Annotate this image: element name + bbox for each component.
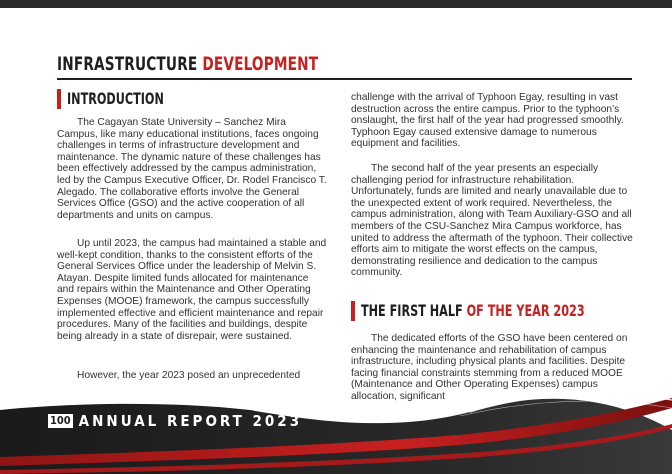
intro-paragraph-2: Up until 2023, the campus had maintained a stable and well-kept condition, thanks to the consistent efforts of the General Services Office under the leadership of Melvin S. Atayan. Despite limited funds allocated for maintenance and repairs within the Maintenance and Other Operating Expenses (MOOE) framework, the campus successfully implemented effective and efficient maintenance and repair procedures. Many of the facilities and buildings, despite being already in a state of disrepair, were sustained. — [57, 238, 327, 342]
section-heading-dark-part: THE FIRST HALF — [361, 301, 467, 320]
right-paragraph-1: challenge with the arrival of Typhoon Egay, resulting in vast destruction across the entire campus. Prior to the typhoon’s onslaught, the first half of the year had progressed smoothly. Typhoon Egay caused extensive damage to numerous equipment and facilities. — [351, 92, 624, 150]
intro-paragraph-1: The Cagayan State University – Sanchez Mira Campus, like many educational institutions, faces ongoing challenges in terms of infrastructure development and maintenance. The dynamic nature of these challenges has been effectively addressed by the campus administration, led by the Campus Executive Officer, Dr. Rodel Francisco T. Alegado. The collaborative efforts involve the General Services Office (GSO) and the active cooperation of all departments and units on campus. — [57, 117, 327, 221]
section-heading-dark-part: INTRODUCTION — [67, 89, 164, 108]
section-heading-text — [361, 300, 585, 322]
right-paragraph-2: The second half of the year presents an especially challenging period for infrastructure rehabilitation. Unfortunately, funds are limited and nearly unavailable due to the unexpected extent of work required. Nevertheless, the campus administration, along with Team Auxiliary-GSO and all members of the CSU-Sanchez Mira Campus workforce, has united to address the aftermath of the typhoon. Their collective efforts aim to mitigate the worst effects on the campus, demonstrating resilience and dedication to the campus community. — [351, 163, 633, 279]
page-number: 100 — [50, 413, 71, 427]
footer-report-title: ANNUAL REPORT 2023 — [78, 411, 303, 430]
first-half-paragraph: The dedicated efforts of the GSO have been centered on enhancing the maintenance and rehabilitation of campus infrastructure, including physical plants and facilities. Despite facing financial constraints stemming from a reduced MOOE (Maintenance and Other Operating Expenses) campus allocation, significant — [351, 333, 628, 402]
page-title-dark-part: INFRASTRUCTURE — [57, 53, 203, 75]
section-heading-text — [67, 88, 164, 110]
intro-paragraph-3: However, the year 2023 posed an unprecedented — [77, 370, 301, 381]
title-underline-rule — [57, 78, 632, 80]
top-border-bar — [0, 0, 672, 8]
section-heading-introduction — [57, 89, 257, 109]
section-accent-bar — [351, 301, 355, 321]
section-heading-first-half — [351, 301, 634, 321]
footer-label — [48, 410, 302, 430]
page-title — [57, 52, 318, 76]
section-heading-accent-part: OF THE YEAR 2023 — [466, 301, 585, 320]
section-accent-bar — [57, 89, 61, 109]
page-title-accent-part: DEVELOPMENT — [202, 53, 319, 75]
